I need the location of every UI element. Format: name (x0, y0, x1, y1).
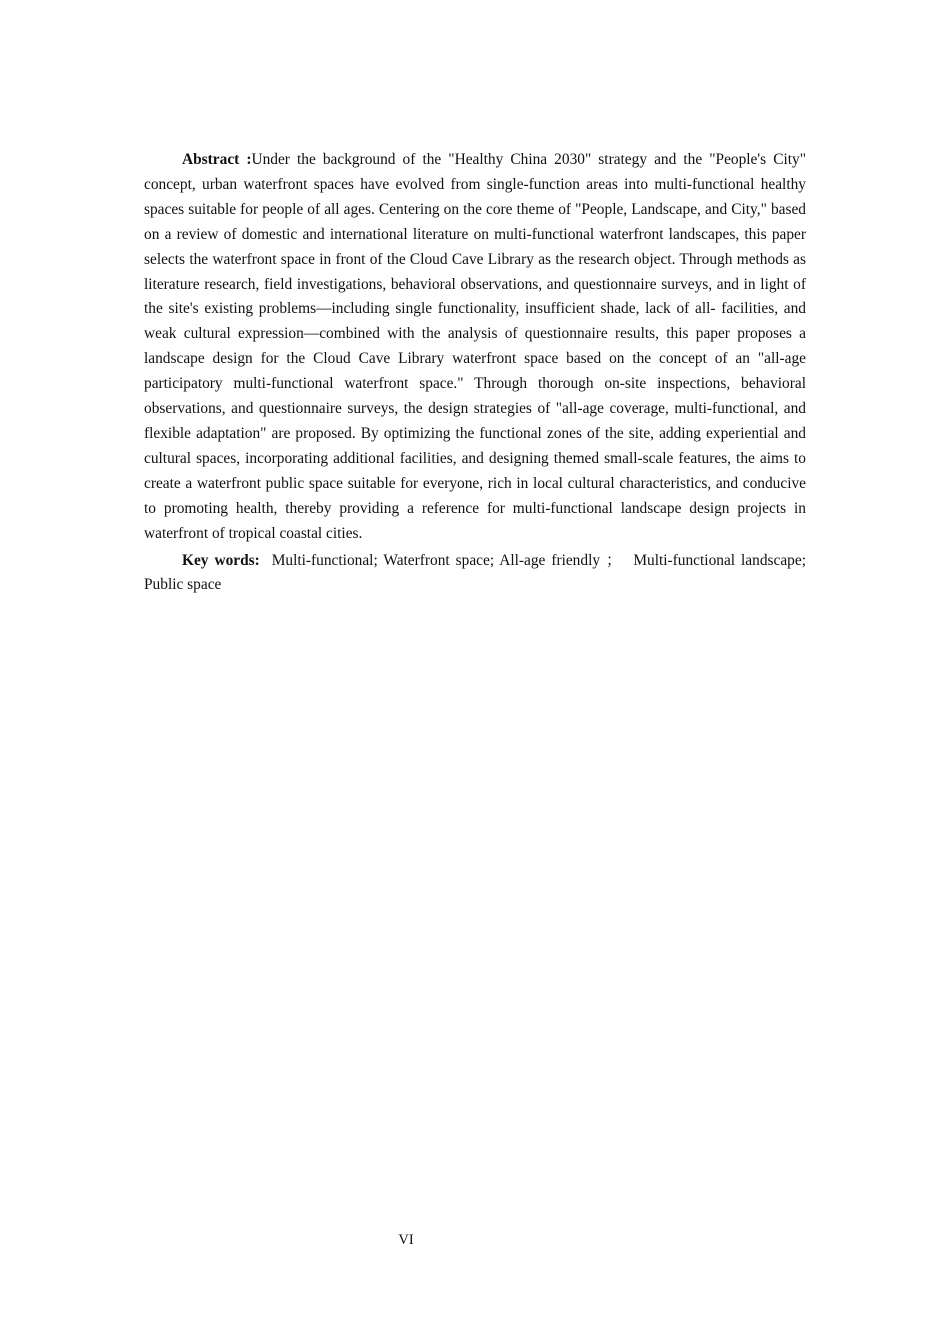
keywords-label: Key words: (182, 551, 260, 569)
page-number: VI (398, 1232, 414, 1248)
abstract-label: Abstract : (182, 151, 252, 168)
keywords-text: Multi-functional; Waterfront space; All-age friendly ； Multi-functional landscape; Public space (144, 551, 810, 593)
abstract-paragraph (144, 148, 806, 547)
keywords-paragraph (144, 549, 810, 597)
abstract-text: Under the background of the "Healthy China 2030" strategy and the "People's City" concept, urban waterfront spaces have evolved from single-function areas into multi-functional healthy spaces suitable for people of all ages. Centering on the core theme of "People, Landscape, and City," based on a review of domestic and international literature on multi-functional waterfront landscapes, this paper selects the waterfront space in front of the Cloud Cave Library as the research object. Through methods as literature research, field investigations, behavioral observations, and questionnaire surveys, and in light of the site's existing problems—including single functionality, insufficient shade, lack of all- facilities, and weak cultural expression—combined with the analysis of questionnaire results, this paper proposes a landscape design for the Cloud Cave Library waterfront space based on the concept of an "all-age participatory multi-functional waterfront space." Through thorough on-site inspections, behavioral observations, and questionnaire surveys, the design strategies of "all-age coverage, multi-functional, and flexible adaptation" are proposed. By optimizing the functional zones of the site, adding experiential and cultural spaces, incorporating additional facilities, and designing themed small-scale features, the aims to create a waterfront public space suitable for everyone, rich in local cultural characteristics, and conducive to promoting health, thereby providing a reference for multi-functional landscape design projects in waterfront of tropical coastal cities. (144, 151, 807, 542)
abstract-section (144, 148, 810, 597)
